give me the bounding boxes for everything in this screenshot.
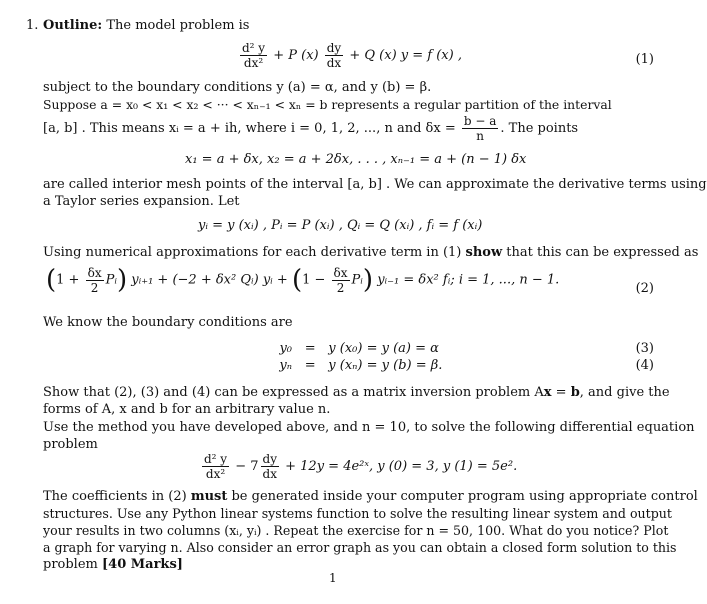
eq2-left-p: Pᵢ <box>105 272 117 288</box>
eq3-lhs: y₀ <box>279 341 292 356</box>
eq2-label: (2) <box>635 281 654 296</box>
para-know: We know the boundary conditions are <box>43 315 293 330</box>
marks-bold: [40 Marks] <box>102 557 183 572</box>
eq1-frac2-den: dx <box>326 56 342 70</box>
para-means-b: . The points <box>500 121 579 136</box>
para8-b: , and give the <box>579 385 670 400</box>
ode-rest: + 12y = 4e²ˣ, y (0) = 3, y (1) = 5e². <box>281 459 518 474</box>
eq3-eq: = <box>304 341 316 356</box>
para-boundary: subject to the boundary conditions y (a) = α, and y (b) = β. <box>43 80 432 95</box>
para-use-method: Use the method you have developed above, and n = 10, to solve the following differential equation <box>43 420 695 435</box>
ode-dy-fraction <box>261 452 279 481</box>
eq1-d2y-fraction <box>240 41 267 70</box>
eq2-frac-num: δx <box>87 265 102 280</box>
para-marks <box>43 557 183 573</box>
item-number: 1. <box>26 18 39 33</box>
eq2-right-fraction <box>332 266 350 295</box>
para-problem: problem <box>43 437 98 452</box>
para-using <box>43 245 698 261</box>
bold-b: b <box>570 385 580 400</box>
definitions-equation: yᵢ = y (xᵢ) , Pᵢ = P (xᵢ) , Qᵢ = Q (xᵢ) , fᵢ = f (xᵢ) <box>198 218 483 233</box>
eq4-rhs: y (xₙ) = y (b) = β. <box>328 358 443 373</box>
eq1-label: (1) <box>635 52 654 67</box>
para-structures: structures. Use any Python linear systems function to solve the resulting linear system and output <box>43 506 672 521</box>
para-using-a: Using numerical approximations for each derivative term in (1) <box>43 245 466 260</box>
eq1-frac1-num: d² y <box>242 41 266 55</box>
eq2-close2: ) <box>362 265 374 295</box>
equation-3 <box>252 341 439 356</box>
para-show-matrix <box>43 385 670 401</box>
para8-a: Show that (2), (3) and (4) can be expressed as a matrix inversion problem A <box>43 385 544 400</box>
eq2-frac2-num: δx <box>333 265 348 280</box>
eq2-frac2-den: 2 <box>336 280 345 295</box>
eq2-open2: ( <box>291 265 303 295</box>
outline-heading: Outline: <box>43 18 103 33</box>
eq2-right-p: Pᵢ <box>351 272 363 288</box>
para-using-b: that this can be expressed as <box>502 245 699 260</box>
page-number: 1 <box>329 571 337 585</box>
outline-line <box>43 18 249 34</box>
eq4-label: (4) <box>635 358 654 373</box>
eq1-rest: + Q (x) y = f (x) , <box>345 48 462 63</box>
equation-2 <box>46 265 559 295</box>
para12-a: The coefficients in (2) <box>43 489 191 504</box>
para12-b: be generated inside your computer program using appropriate control <box>227 489 698 504</box>
ode-frac1-den: dx² <box>205 467 226 481</box>
eq2-open1: ( <box>46 265 57 295</box>
para-forms: forms of A, x and b for an arbitrary value n. <box>43 402 331 417</box>
dx-fraction <box>462 114 499 143</box>
bold-x: x <box>543 385 552 400</box>
ode-equation <box>200 452 517 481</box>
dx-frac-num: b − a <box>463 114 497 128</box>
para-coefficients <box>43 489 698 505</box>
para-results: your results in two columns (xᵢ, yᵢ) . Repeat the exercise for n = 50, 100. What do you notice? Plot <box>43 523 669 538</box>
para-partition: Suppose a = x₀ < x₁ < x₂ < ··· < xₙ₋₁ < xₙ = b represents a regular partition of the interval <box>43 97 612 112</box>
equation-1 <box>238 41 462 70</box>
para-interior: are called interior mesh points of the interval [a, b] . We can approximate the derivative terms using <box>43 177 707 192</box>
ode-mid: − 7 <box>231 459 259 474</box>
eq1-frac2-num: dy <box>326 41 342 55</box>
equation-4 <box>252 358 442 373</box>
para-taylor: a Taylor series expansion. Let <box>43 194 240 209</box>
must-bold: must <box>190 489 228 504</box>
para8-mid: = <box>551 385 571 400</box>
eq2-right-one: 1 − <box>302 272 330 288</box>
eq1-frac1-den: dx² <box>243 56 264 70</box>
ode-d2y-fraction <box>202 452 229 481</box>
eq1-mid: + P (x) <box>269 48 323 63</box>
eq3-rhs: y (x₀) = y (a) = α <box>328 341 439 356</box>
dx-frac-den: n <box>476 129 484 143</box>
ode-frac1-num: d² y <box>204 452 228 466</box>
eq2-frac-den: 2 <box>90 280 99 295</box>
eq2-left-one: 1 + <box>56 272 84 288</box>
para16-a: problem <box>43 557 102 572</box>
eq3-label: (3) <box>635 341 654 356</box>
eq4-lhs: yₙ <box>279 358 292 373</box>
show-bold: show <box>465 245 503 260</box>
mesh-equation: x₁ = a + δx, x₂ = a + 2δx, . . . , xₙ₋₁ = a + (n − 1) δx <box>185 152 527 167</box>
ode-frac2-den: dx <box>262 467 277 481</box>
eq2-close1: ) <box>116 265 128 295</box>
para-means-a: [a, b] . This means xᵢ = a + ih, where i = 0, 1, 2, ..., n and δx = <box>43 121 460 136</box>
eq1-dy-fraction <box>325 41 343 70</box>
para-graph: a graph for varying n. Also consider an error graph as you can obtain a closed form solution to this <box>43 540 677 555</box>
ode-frac2-num: dy <box>262 452 277 466</box>
eq2-left-fraction <box>86 266 104 295</box>
outline-intro: The model problem is <box>106 18 250 33</box>
eq2-mid: yᵢ₊₁ + (−2 + δx² Qᵢ) yᵢ + <box>127 272 292 288</box>
eq4-eq: = <box>304 358 316 373</box>
para-means <box>43 114 578 143</box>
eq2-tail: yᵢ₋₁ = δx² fᵢ; i = 1, ..., n − 1. <box>373 272 560 288</box>
